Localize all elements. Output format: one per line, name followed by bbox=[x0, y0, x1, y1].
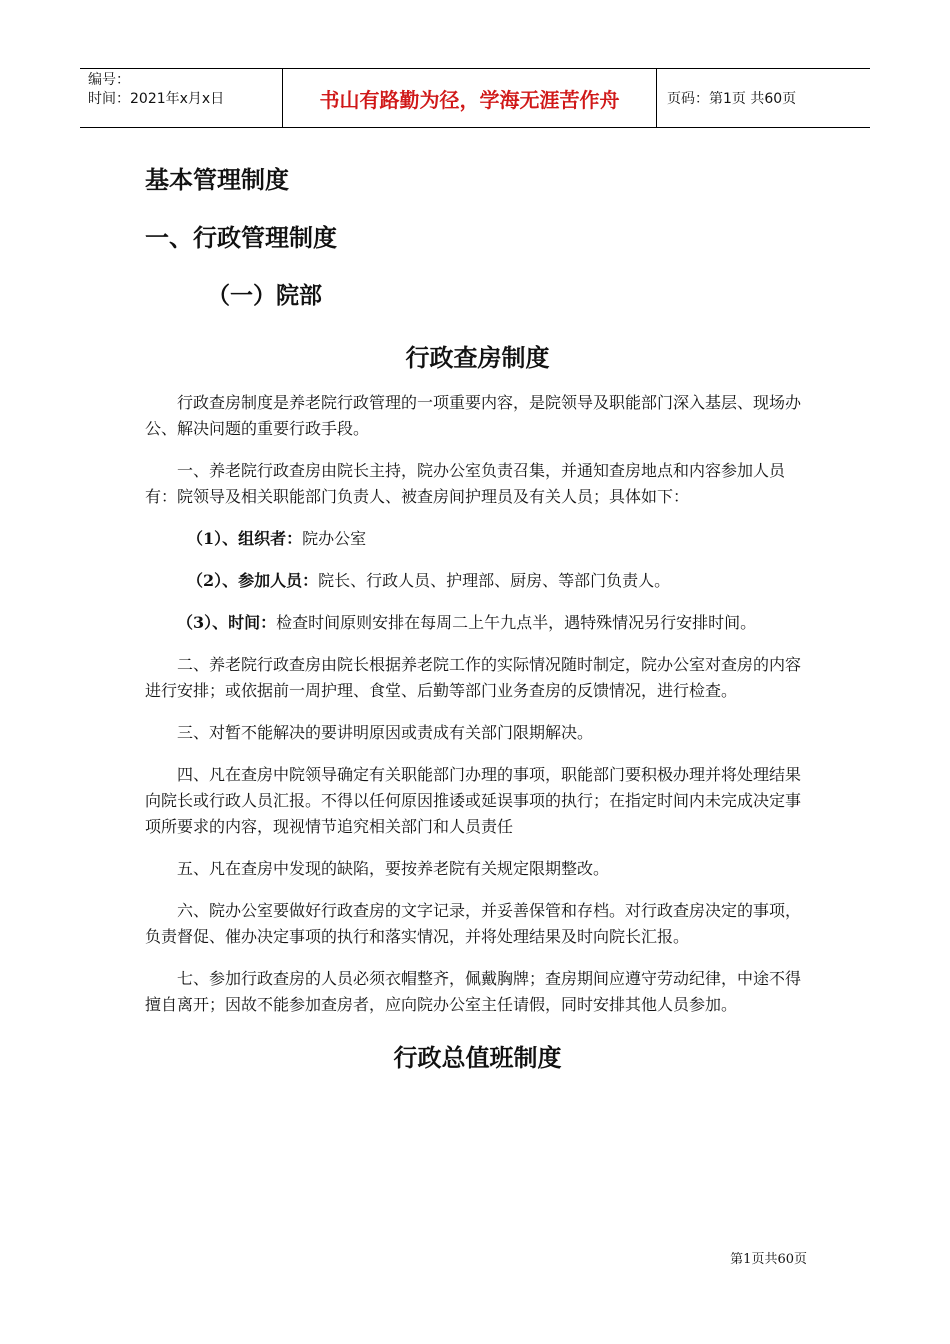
header-motto: 书山有路勤为径，学海无涯苦作舟 bbox=[282, 69, 657, 127]
document-body bbox=[145, 160, 810, 1078]
item-text: 院长、行政人员、护理部、厨房、等部门负责人。 bbox=[318, 571, 671, 590]
rule-paragraph-5: 五、凡在查房中发现的缺陷，要按养老院有关规定限期整改。 bbox=[177, 859, 610, 878]
rule-paragraph-6: 六、院办公室要做好行政查房的文字记录，并妥善保管和存档。对行政查房决定的事项，负责督促、催办决定事项的执行和落实情况，并将处理结果及时向院长汇报。 bbox=[145, 901, 802, 946]
header-meta bbox=[80, 69, 282, 127]
intro-paragraph: 行政查房制度是养老院行政管理的一项重要内容，是院领导及职能部门深入基层、现场办公、解决问题的重要行政手段。 bbox=[145, 393, 802, 438]
item-label: （3）、时间： bbox=[177, 613, 277, 632]
doc-title-inspection: 行政查房制度 bbox=[405, 343, 550, 372]
document-number-label: 编号： bbox=[88, 72, 130, 88]
section-heading: 一、行政管理制度 bbox=[145, 223, 337, 252]
main-heading: 基本管理制度 bbox=[145, 165, 289, 194]
doc-title-duty: 行政总值班制度 bbox=[393, 1043, 562, 1072]
rule-paragraph-2: 二、养老院行政查房由院长根据养老院工作的实际情况随时制定，院办公室对查房的内容进行安排；或依据前一周护理、食堂、后勤等部门业务查房的反馈情况，进行检查。 bbox=[145, 655, 802, 700]
page-header bbox=[80, 68, 870, 128]
list-item-participants bbox=[145, 568, 810, 594]
rule-paragraph-7: 七、参加行政查房的人员必须衣帽整齐，佩戴胸牌；查房期间应遵守劳动纪律，中途不得擅自离开；因故不能参加查房者，应向院办公室主任请假，同时安排其他人员参加。 bbox=[145, 969, 802, 1014]
item-text: 院办公室 bbox=[302, 529, 367, 548]
rule-paragraph-1: 一、养老院行政查房由院长主持，院办公室负责召集，并通知查房地点和内容参加人员有：院领导及相关职能部门负责人、被查房间护理员及有关人员；具体如下： bbox=[145, 461, 786, 506]
item-label: （1）、组织者： bbox=[187, 529, 303, 548]
rule-paragraph-4: 四、凡在查房中院领导确定有关职能部门办理的事项，职能部门要积极办理并将处理结果向院长或行政人员汇报。不得以任何原因推诿或延误事项的执行；在指定时间内未完成决定事项所要求的内容，现视情节追究相关部门和人员责任 bbox=[145, 765, 802, 836]
item-label: （2）、参加人员： bbox=[187, 571, 319, 590]
subsection-heading: （一）院部 bbox=[207, 282, 322, 309]
rule-paragraph-3: 三、对暂不能解决的要讲明原因或责成有关部门限期解决。 bbox=[177, 723, 594, 742]
header-page-number: 页码：第1页 共60页 bbox=[667, 91, 797, 107]
item-text: 检查时间原则安排在每周二上午九点半，遇特殊情况另行安排时间。 bbox=[276, 613, 757, 632]
list-item-organizer bbox=[145, 526, 810, 552]
page-footer: 第1页共60页 bbox=[730, 1252, 807, 1267]
document-date-label: 时间：2021年x月x日 bbox=[88, 91, 225, 107]
list-item-time bbox=[145, 610, 810, 636]
